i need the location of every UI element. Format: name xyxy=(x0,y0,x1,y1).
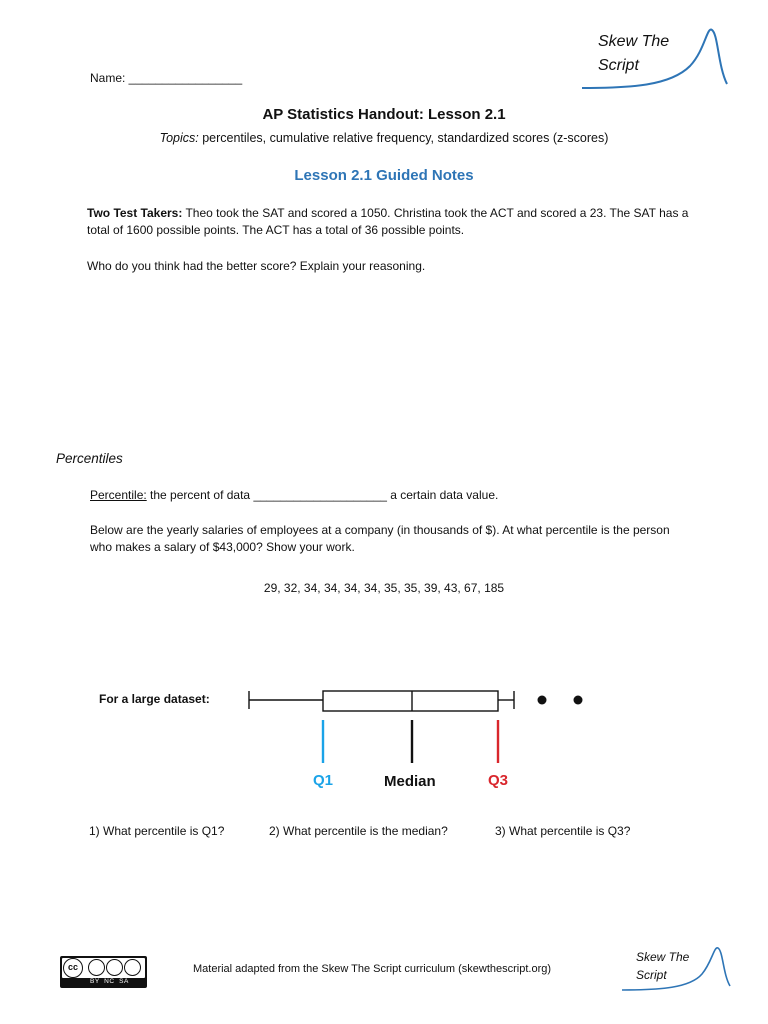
salary-data: 29, 32, 34, 34, 34, 34, 35, 35, 39, 43, 67, 185 xyxy=(263,581,505,595)
footer-logo xyxy=(620,944,735,996)
cc-icon: cc xyxy=(63,958,83,978)
handout-title: AP Statistics Handout: Lesson 2.1 xyxy=(262,106,506,123)
topics-text: percentiles, cumulative relative frequency, standardized scores (z-scores) xyxy=(198,131,609,145)
q1-label: Q1 xyxy=(313,772,334,789)
cc-license-badge xyxy=(60,956,147,988)
logo-line2: Script xyxy=(598,57,639,74)
salary-prompt: Below are the yearly salaries of employees at a company (in thousands of $). At what percentile is the person who makes a salary of $43,000? Show your work. xyxy=(90,523,670,554)
test-takers-paragraph xyxy=(87,205,707,239)
question-q1: 1) What percentile is Q1? xyxy=(89,824,225,838)
footer-logo-line2: Script xyxy=(636,968,667,982)
percentile-definition xyxy=(90,487,710,504)
license-text: BY NC SA xyxy=(90,978,129,985)
q3-label: Q3 xyxy=(488,772,509,789)
logo-line1: Skew The xyxy=(598,33,670,50)
boxplot-box xyxy=(323,691,498,711)
question-median: 2) What percentile is the median? xyxy=(269,824,448,838)
nc-icon xyxy=(106,959,123,976)
footer-logo-line1: Skew The xyxy=(636,950,690,964)
outlier-point xyxy=(574,696,583,705)
question-q3: 3) What percentile is Q3? xyxy=(495,824,631,838)
attribution-text: Material adapted from the Skew The Script curriculum (skewthescript.org) xyxy=(193,963,552,975)
outlier-point xyxy=(538,696,547,705)
by-icon xyxy=(88,959,105,976)
percentile-term: Percentile: xyxy=(90,488,147,502)
name-field-label: Name: _________________ xyxy=(90,71,243,85)
median-label: Median xyxy=(384,773,436,790)
test-takers-question: Who do you think had the better score? Explain your reasoning. xyxy=(87,259,426,273)
test-takers-label: Two Test Takers: xyxy=(87,206,183,220)
topics-line xyxy=(0,131,768,145)
section-title-percentiles: Percentiles xyxy=(56,451,123,466)
percentile-definition-text: the percent of data ____________________ a certain data value. xyxy=(146,488,499,502)
sa-icon xyxy=(124,959,141,976)
topics-prefix: Topics: xyxy=(159,131,199,145)
guided-notes-heading: Lesson 2.1 Guided Notes xyxy=(294,167,474,184)
skew-the-script-logo xyxy=(580,26,730,98)
test-takers-text: Theo took the SAT and scored a 1050. Christina took the ACT and scored a 23. The SAT has a total of 1600 possible points. The ACT has a total of 36 possible points. xyxy=(87,206,689,237)
boxplot-diagram xyxy=(240,680,600,770)
boxplot-label: For a large dataset: xyxy=(99,692,210,706)
